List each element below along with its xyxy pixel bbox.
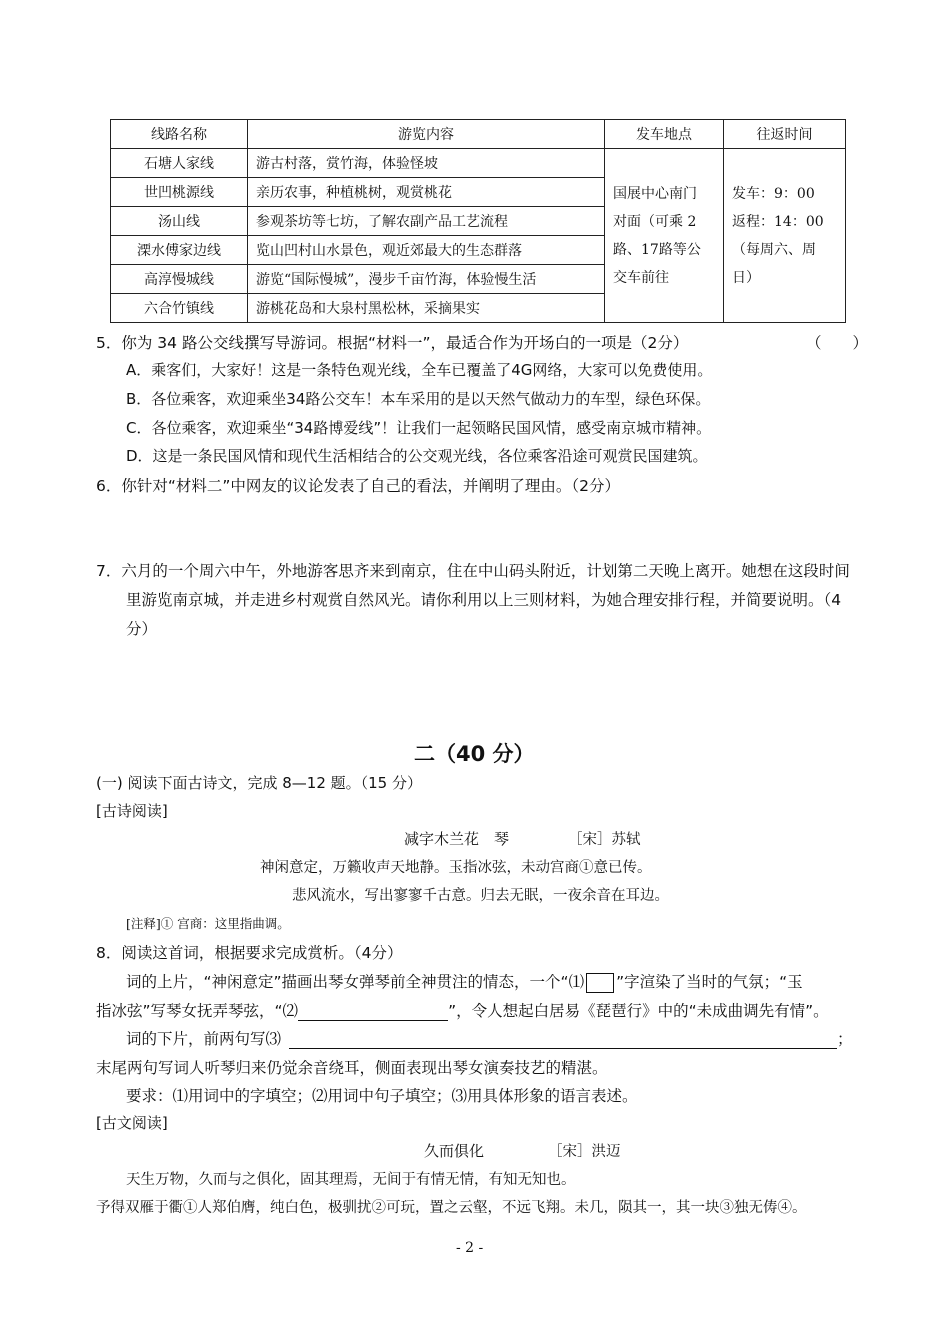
column-header: 游览内容 [248, 120, 605, 149]
prose-line: 予得双雁于衢①人郑伯膺，纯白色，极驯扰②可玩，置之云壑，不远飞翔。未几，陨其一，其一块③独无俦④。 [96, 1200, 807, 1216]
prose-label: [古文阅读] [96, 1114, 168, 1132]
prose-author: ［宋］洪迈 [548, 1144, 621, 1160]
question-6-stem: 6．你针对“材料二”中网友的议论发表了自己的看法，并阐明了理由。（2分） [96, 477, 621, 495]
location-line: 对面（可乘 2 [613, 213, 697, 230]
route-name: 世凹桃源线 [111, 178, 248, 207]
column-header: 线路名称 [111, 120, 248, 149]
route-content: 参观茶坊等七坊，了解农副产品工艺流程 [248, 207, 605, 236]
route-name: 石塘人家线 [111, 149, 248, 178]
prose-line: 天生万物，久而与之俱化，固其理焉，无间于有情无情，有知无知也。 [126, 1172, 576, 1188]
question-8-line [126, 1027, 853, 1049]
column-header: 发车地点 [605, 120, 724, 149]
poem-note: [注释]① 宫商：这里指曲调。 [126, 916, 290, 931]
option-d[interactable]: D．这是一条民国风情和现代生活相结合的公交观光线，各位乘客沿途可观赏民国建筑。 [126, 447, 708, 465]
time-line: 返程：14：00 [732, 213, 824, 230]
fill-blank-1[interactable] [586, 973, 614, 993]
question-8-text: ； [837, 1030, 853, 1048]
section-title: 二（40 分） [414, 742, 535, 766]
table-header-row [111, 120, 846, 149]
time-line: （每周六、周 [732, 241, 816, 258]
poem-author: ［宋］苏轼 [568, 832, 641, 848]
poem-line: 悲风流水，写出寥寥千古意。归去无眠，一夜余音在耳边。 [292, 888, 669, 904]
answer-bracket[interactable]: （ ） [806, 334, 869, 352]
poem-title: 减字木兰花 琴 [404, 830, 510, 848]
question-8-text: 指冰弦”写琴女抚弄琴弦，“⑵ [96, 1002, 299, 1020]
route-name: 六合竹镇线 [111, 294, 248, 323]
time-line: 日） [732, 269, 760, 286]
route-content: 游桃花岛和大泉村黑松林，采摘果实 [248, 294, 605, 323]
location-line: 交车前往 [613, 269, 669, 286]
route-table [110, 119, 846, 323]
question-7-line: 7．六月的一个周六中午，外地游客思齐来到南京，住在中山码头附近，计划第二天晚上离开。她想在这段时间 [96, 562, 850, 580]
time-line: 发车：9：00 [732, 185, 815, 202]
option-c[interactable]: C．各位乘客，欢迎乘坐“34路博爱线”！让我们一起领略民国风情，感受南京城市精神。 [126, 419, 712, 437]
poem-line: 神闲意定，万籁收声天地静。玉指冰弦，未动宫商①意已传。 [260, 860, 652, 876]
question-7-line: 分） [126, 620, 158, 638]
fill-blank-3[interactable] [289, 1032, 837, 1049]
route-name: 高淳慢城线 [111, 265, 248, 294]
question-8-line [96, 999, 829, 1021]
table-row [111, 149, 846, 178]
question-5-stem: 5．你为 34 路公交线撰写导游词。根据“材料一”，最适合作为开场白的一项是（2分） [96, 334, 689, 352]
prose-title: 久而俱化 [424, 1142, 485, 1160]
question-8-line [126, 970, 803, 993]
question-8-text: 词的上片，“神闲意定”描画出琴女弹琴前全神贯注的情态，一个“⑴ [126, 973, 585, 991]
question-8-line: 末尾两句写词人听琴归来仍觉余音绕耳，侧面表现出琴女演奏技艺的精湛。 [96, 1059, 608, 1077]
route-content: 览山凹村山水景色，观近郊最大的生态群落 [248, 236, 605, 265]
round-trip-time [724, 149, 846, 323]
route-content: 游古村落，赏竹海，体验怪坡 [248, 149, 605, 178]
poem-label: [古诗阅读] [96, 802, 168, 820]
route-content: 亲历农事，种植桃树，观赏桃花 [248, 178, 605, 207]
section-intro: (一) 阅读下面古诗文，完成 8—12 题。（15 分） [96, 774, 422, 792]
fill-blank-2[interactable] [298, 1004, 448, 1021]
departure-location [605, 149, 724, 323]
option-b[interactable]: B．各位乘客，欢迎乘坐34路公交车！本车采用的是以天然气做动力的车型，绿色环保。 [126, 390, 711, 408]
route-name: 汤山线 [111, 207, 248, 236]
question-8-text: ”，令人想起白居易《琵琶行》中的“未成曲调先有情”。 [448, 1002, 829, 1020]
question-8-text: ”字渲染了当时的气氛；“玉 [616, 973, 803, 991]
location-line: 路、17路等公 [613, 241, 701, 258]
question-8-requirement: 要求：⑴用词中的字填空；⑵用词中句子填空；⑶用具体形象的语言表述。 [126, 1087, 638, 1105]
question-8-stem: 8．阅读这首词，根据要求完成赏析。（4分） [96, 944, 403, 962]
location-line: 国展中心南门 [613, 185, 697, 202]
column-header: 往返时间 [724, 120, 846, 149]
route-name: 溧水傅家边线 [111, 236, 248, 265]
option-a[interactable]: A．乘客们，大家好！这是一条特色观光线，全车已覆盖了4G网络，大家可以免费使用。 [126, 361, 713, 379]
route-content: 游览“国际慢城”，漫步千亩竹海，体验慢生活 [248, 265, 605, 294]
question-8-text: 词的下片，前两句写⑶ [126, 1030, 282, 1048]
page-number: - 2 - [456, 1240, 484, 1256]
question-7-line: 里游览南京城，并走进乡村观赏自然风光。请你利用以上三则材料，为她合理安排行程，并简要说明。（4 [126, 591, 842, 609]
